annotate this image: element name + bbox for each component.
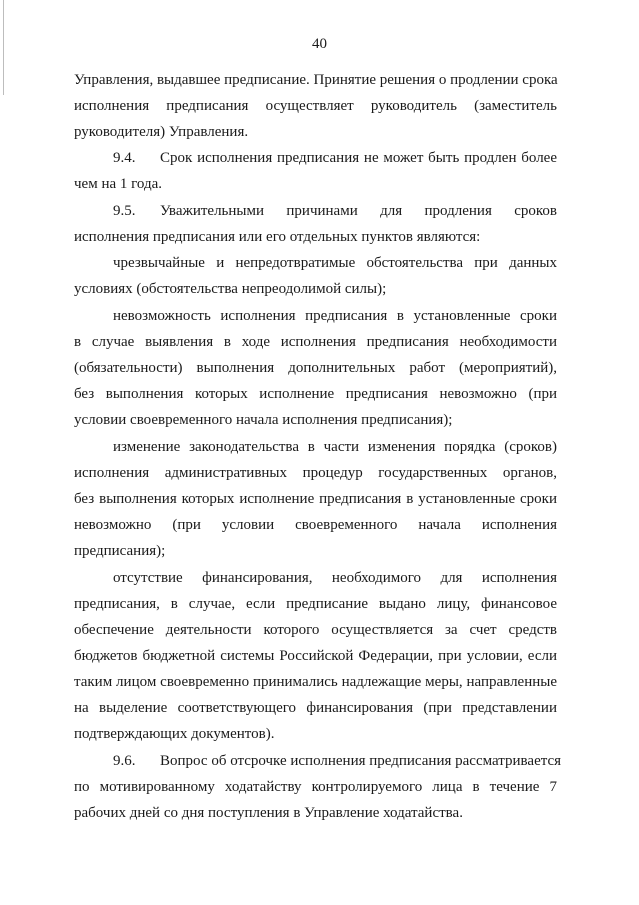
text-line: рабочих дней со дня поступления в Управление ходатайства. — [74, 805, 463, 821]
text-line: отсутствие финансирования, необходимого для исполнения — [113, 570, 557, 586]
text-line: чем на 1 года. — [74, 176, 163, 192]
text-line: исполнения административных процедур государственных органов, — [74, 465, 557, 481]
text-line: без выполнения которых исполнение предписания в установленные сроки — [74, 491, 557, 507]
text-line: невозможно (при условии своевременного начала исполнения — [74, 517, 557, 533]
text-line: (обязательности) выполнения дополнительных работ (мероприятий), — [74, 360, 557, 376]
text-line: Уважительными причинами для продления сроков — [160, 203, 557, 219]
text-line: обеспечение деятельности которого осуществляется за счет средств — [74, 622, 557, 638]
text-line: условиях (обстоятельства непреодолимой силы); — [74, 281, 387, 297]
item-number-9-6: 9.6. — [113, 753, 136, 769]
text-line: чрезвычайные и непредотвратимые обстоятельства при данных — [113, 255, 557, 271]
text-line: предписания); — [74, 543, 166, 559]
text-line: без выполнения которых исполнение предписания невозможно (при — [74, 386, 557, 402]
text-line: на выделение соответствующего финансирования (при представлении — [74, 700, 557, 716]
text-line: по мотивированному ходатайству контролируемого лица в течение 7 — [74, 779, 557, 795]
text-line: предписания, в случае, если предписание выдано лицу, финансовое — [74, 596, 557, 612]
text-line: руководителя) Управления. — [74, 124, 249, 140]
text-line: невозможность исполнения предписания в установленные сроки — [113, 308, 557, 324]
text-line: условии своевременного начала исполнения предписания); — [74, 412, 453, 428]
text-line: исполнения предписания или его отдельных пунктов являются: — [74, 229, 481, 245]
text-line: бюджетов бюджетной системы Российской Федерации, при условии, если — [74, 648, 557, 664]
text-line: в случае выявления в ходе исполнения предписания необходимости — [74, 334, 557, 350]
item-number-9-5: 9.5. — [113, 203, 136, 219]
text-line: Срок исполнения предписания не может быть продлен более — [160, 150, 557, 166]
text-line: изменение законодательства в части изменения порядка (сроков) — [113, 439, 557, 455]
text-line: подтверждающих документов). — [74, 726, 275, 742]
text-line: Вопрос об отсрочке исполнения предписания рассматривается — [160, 753, 562, 769]
page-number: 40 — [312, 36, 327, 52]
text-line: исполнения предписания осуществляет руководитель (заместитель — [74, 98, 557, 114]
text-line: таким лицом своевременно принимались надлежащие меры, направленные — [74, 674, 557, 690]
item-number-9-4: 9.4. — [113, 150, 136, 166]
text-line: Управления, выдавшее предписание. Принятие решения о продлении срока — [74, 72, 558, 88]
